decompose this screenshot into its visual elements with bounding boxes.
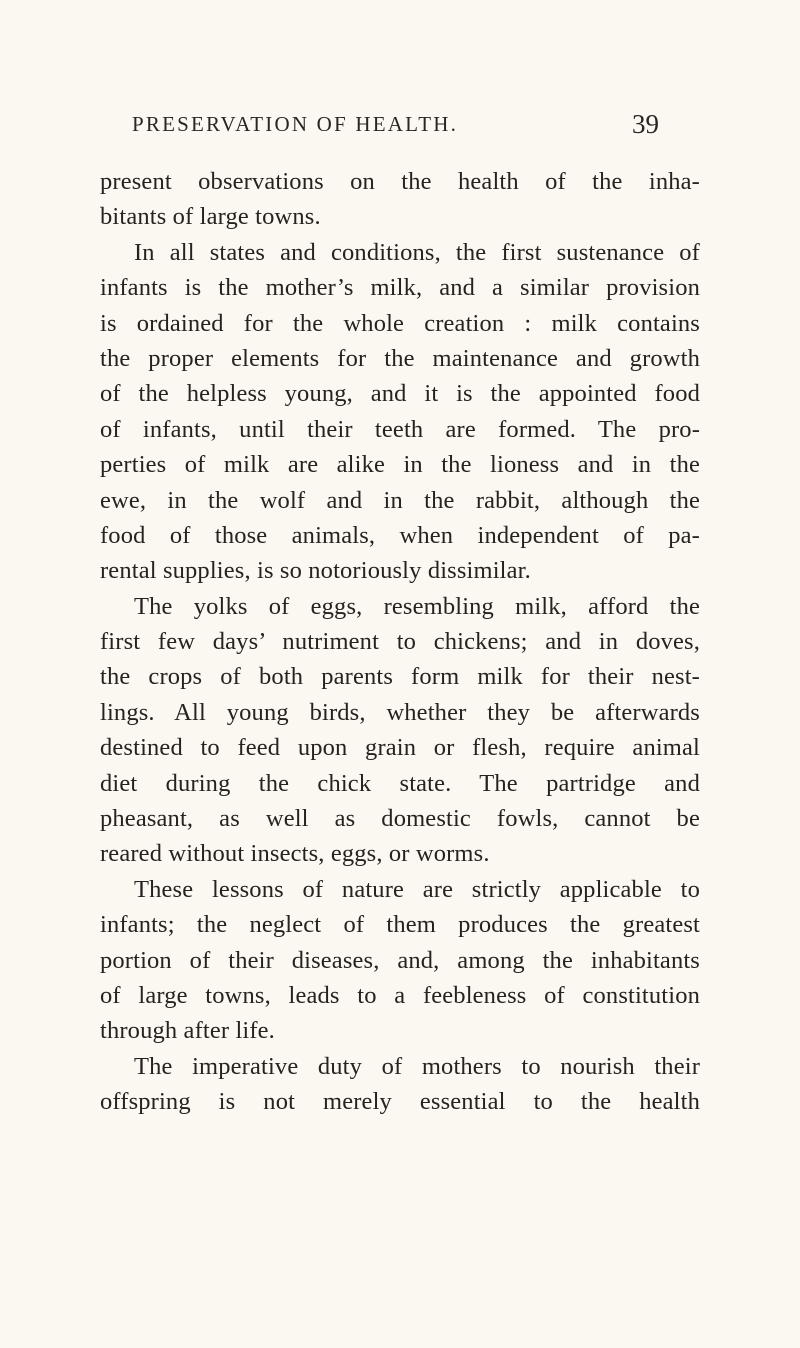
text-line: The yolks of eggs, resembling milk, afford the bbox=[134, 592, 700, 620]
text-line: offspring is not merely essential to the health bbox=[100, 1088, 700, 1116]
text-line: the proper elements for the maintenance and growth bbox=[100, 344, 700, 372]
text-line: the crops of both parents form milk for their nest- bbox=[100, 663, 700, 691]
text-line: lings. All young birds, whether they be afterwards bbox=[100, 698, 700, 726]
text-line: through after life. bbox=[100, 1017, 275, 1045]
text-line: In all states and conditions, the first sustenance of bbox=[134, 238, 700, 266]
running-title: PRESERVATION OF HEALTH. bbox=[132, 112, 459, 136]
page-number: 39 bbox=[632, 109, 659, 139]
text-line: of large towns, leads to a feebleness of constitution bbox=[100, 981, 700, 1009]
text-line: reared without insects, eggs, or worms. bbox=[100, 840, 490, 868]
body-text bbox=[100, 164, 700, 1120]
text-line: is ordained for the whole creation : milk contains bbox=[100, 309, 700, 337]
text-line: The imperative duty of mothers to nourish their bbox=[134, 1052, 700, 1080]
running-header bbox=[0, 109, 800, 152]
text-line: portion of their diseases, and, among the inhabitants bbox=[100, 946, 700, 974]
text-line: first few days’ nutriment to chickens; and in doves, bbox=[100, 628, 700, 656]
text-line: of infants, until their teeth are formed. The pro- bbox=[100, 415, 700, 443]
text-line: of the helpless young, and it is the appointed food bbox=[100, 380, 700, 408]
text-line: infants is the mother’s milk, and a similar provision bbox=[100, 274, 700, 302]
text-line: pheasant, as well as domestic fowls, cannot be bbox=[100, 805, 700, 833]
text-line: rental supplies, is so notoriously dissimilar. bbox=[100, 557, 531, 585]
text-line: perties of milk are alike in the lioness and in the bbox=[100, 451, 700, 479]
text-line: infants; the neglect of them produces the greatest bbox=[100, 911, 700, 939]
text-line: present observations on the health of the inha- bbox=[100, 168, 700, 195]
text-line: destined to feed upon grain or flesh, require animal bbox=[100, 734, 700, 762]
text-line: ewe, in the wolf and in the rabbit, although the bbox=[100, 486, 700, 514]
text-line: food of those animals, when independent of pa- bbox=[100, 521, 700, 549]
text-line: These lessons of nature are strictly applicable to bbox=[134, 875, 700, 903]
text-line: diet during the chick state. The partridge and bbox=[100, 769, 700, 797]
text-line: bitants of large towns. bbox=[100, 203, 321, 231]
